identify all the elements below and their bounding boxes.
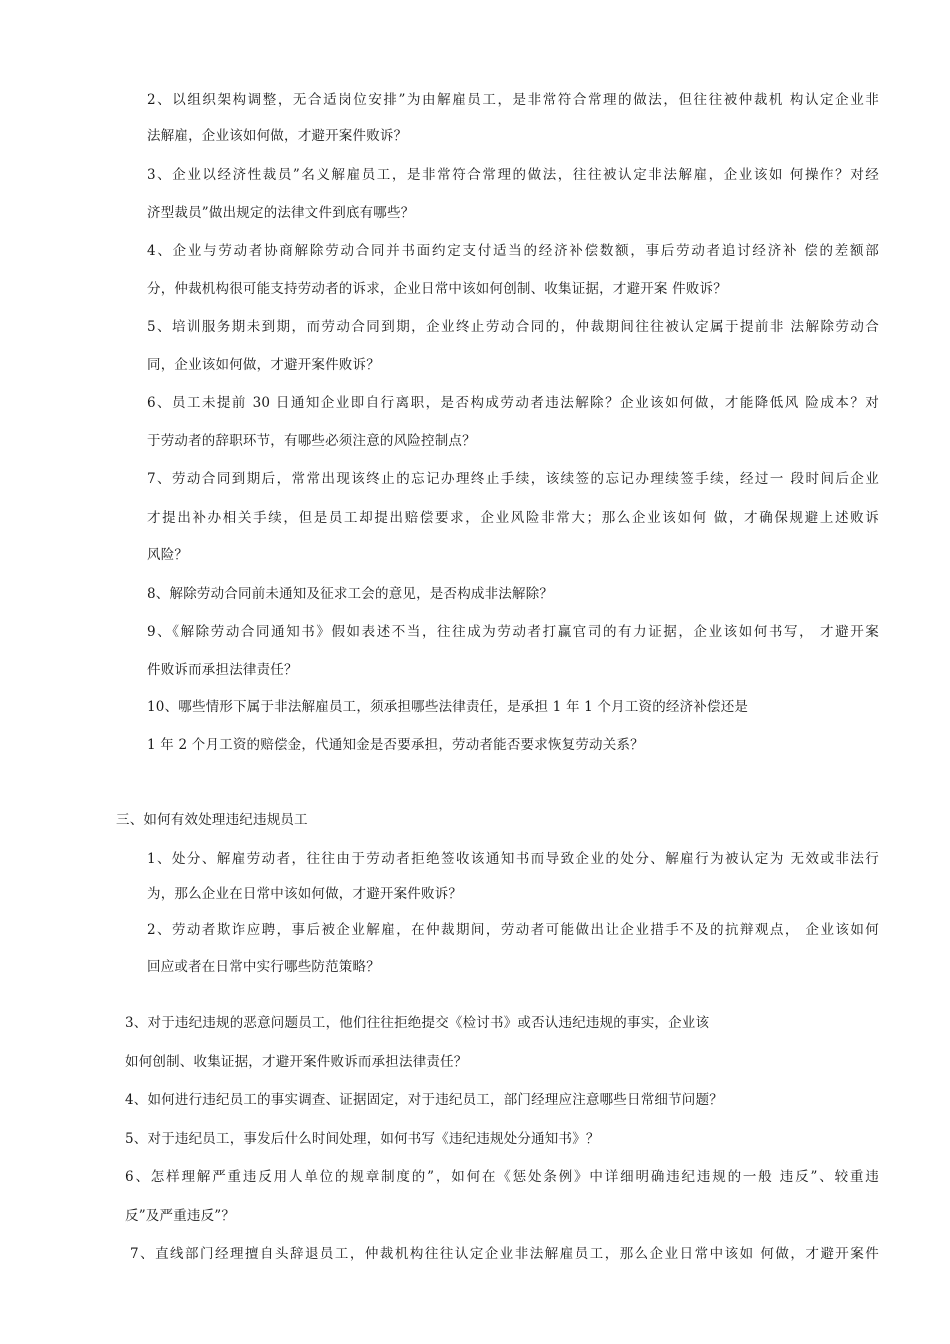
s3-q2-line2: 回应或者在日常中实行哪些防范策略？ [147,959,380,975]
q5-line2: 同，企业该如何做，才避开案件败诉？ [147,357,380,373]
s3-q6-line1: 6、怎样理解严重违反用人单位的规章制度的”，如何在《惩处条例》中详细明确违纪违规的一般 违反”、较重违 [125,1169,879,1185]
q2-line1: 2、以组织架构调整，无合适岗位安排”为由解雇员工，是非常符合常理的做法，但往往被仲裁机 构认定企业非 [147,92,879,108]
section3-heading: 三、如何有效处理违纪违规员工 [116,812,308,828]
s3-q2-line1: 2、劳动者欺诈应聘，事后被企业解雇，在仲裁期间，劳动者可能做出让企业措手不及的抗辩观点， 企业该如何 [147,922,879,938]
q2-line2: 法解雇，企业该如何做，才避开案件败诉？ [147,128,408,144]
s3-q7-line1: 7、直线部门经理擅自头辞退员工，仲裁机构往往认定企业非法解雇员工，那么企业日常中该如 何做，才避开案件 [130,1246,879,1262]
s3-q1-line1: 1、处分、解雇劳动者，往往由于劳动者拒绝签收该通知书而导致企业的处分、解雇行为被认定为 无效或非法行 [147,851,879,867]
s3-q1-line2: 为，那么企业在日常中该如何做，才避开案件败诉？ [147,886,463,902]
q7-line2: 才提出补办相关手续，但是员工却提出赔偿要求，企业风险非常大；那么企业该如何 做，才确保规避上述败诉 [147,510,879,526]
q10-line2: 1 年 2 个月工资的赔偿金，代通知金是否要承担，劳动者能否要求恢复劳动关系？ [147,737,644,753]
q8-line1: 8、解除劳动合同前未通知及征求工会的意见，是否构成非法解除？ [147,586,554,602]
q3-line2: 济型裁员”做出规定的法律文件到底有哪些？ [147,205,415,221]
s3-q5-line1: 5、对于违纪员工，事发后什么时间处理，如何书写《违纪违规处分通知书》？ [125,1131,600,1147]
s3-q4-line1: 4、如何进行违纪员工的事实调查、证据固定，对于违纪员工，部门经理应注意哪些日常细节问题？ [125,1092,723,1108]
s3-q3-line2: 如何创制、收集证据，才避开案件败诉而承担法律责任？ [125,1054,468,1070]
q4-line1: 4、企业与劳动者协商解除劳动合同并书面约定支付适当的经济补偿数额，事后劳动者追讨经济补 偿的差额部 [147,243,879,259]
q7-line1: 7、劳动合同到期后，常常出现该终止的忘记办理终止手续，该续签的忘记办理续签手续，经过一 段时间后企业 [147,471,879,487]
q10-line1: 10、哪些情形下属于非法解雇员工，须承担哪些法律责任，是承担 1 年 1 个月工资的经济补偿还是 [147,699,749,715]
s3-q3-line1: 3、对于违纪违规的恶意问题员工，他们往往拒绝提交《检讨书》或否认违纪违规的事实，企业该 [125,1015,710,1031]
q3-line1: 3、企业以经济性裁员”名义解雇员工，是非常符合常理的做法，往往被认定非法解雇，企业该如 何操作？对经 [147,167,879,183]
q7-line3: 风险？ [147,547,189,563]
q4-line2: 分，仲裁机构很可能支持劳动者的诉求，企业日常中该如何创制、收集证据，才避开案 件败诉？ [147,281,727,297]
q6-line2: 于劳动者的辞职环节，有哪些必须注意的风险控制点？ [147,433,476,449]
q9-line2: 件败诉而承担法律责任？ [147,662,298,678]
q5-line1: 5、培训服务期未到期，而劳动合同到期，企业终止劳动合同的，仲裁期间往往被认定属于提前非 法解除劳动合 [147,319,879,335]
q9-line1: 9、《解除劳动合同通知书》假如表述不当，往往成为劳动者打赢官司的有力证据，企业该如何书写， 才避开案 [147,624,879,640]
s3-q6-line2: 反”及严重违反”？ [125,1208,236,1224]
q6-line1: 6、员工未提前 30 日通知企业即自行离职，是否构成劳动者违法解除？企业该如何做，才能降低风 险成本？对 [147,395,879,411]
